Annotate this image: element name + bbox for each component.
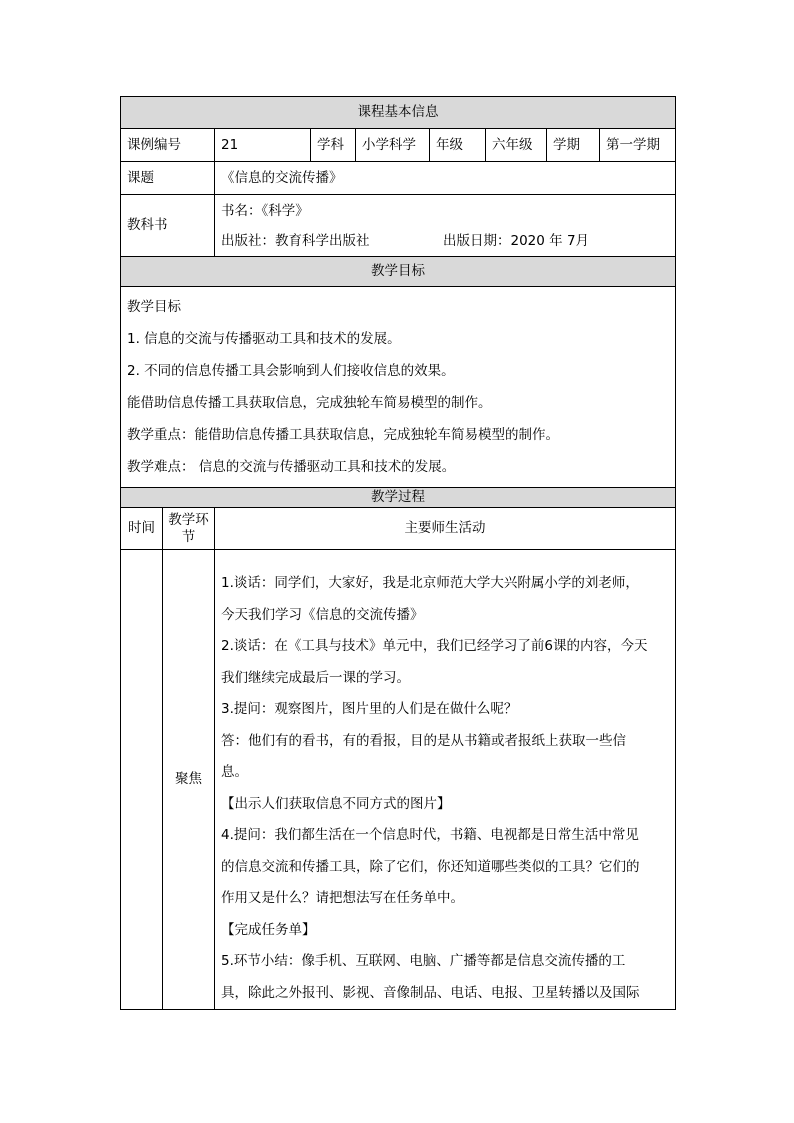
lesson-plan-document (120, 96, 675, 1010)
term-value: 第一学期 (600, 129, 676, 162)
objectives-section-header: 教学目标 (121, 257, 676, 287)
lesson-no-label: 课例编号 (121, 129, 215, 162)
activity-line: 今天我们学习《信息的交流传播》 (221, 606, 424, 623)
publish-date: 出版日期：2020 年 7月 (443, 232, 590, 249)
course-info-table (120, 96, 676, 508)
difficult-point: 教学难点： 信息的交流与传播驱动工具和技术的发展。 (127, 459, 456, 475)
activity-line: 我们继续完成最后一课的学习。 (221, 669, 410, 686)
time-cell (121, 550, 163, 1010)
activity-line: 具，除此之外报刊、影视、音像制品、电话、电报、卫星转播以及国际 (221, 984, 640, 1001)
subject-value: 小学科学 (356, 129, 430, 162)
activity-line: 1.谈话：同学们，大家好，我是北京师范大学大兴附属小学的刘老师， (221, 575, 639, 591)
textbook-label: 教科书 (121, 195, 215, 257)
process-table (120, 507, 676, 1010)
lesson-no-value: 21 (215, 129, 311, 162)
publisher: 出版社：教育科学出版社 (221, 232, 370, 249)
textbook-details (215, 195, 676, 257)
stage-cell: 聚焦 (163, 550, 215, 1010)
col-time-header: 时间 (121, 508, 163, 550)
objectives-body (121, 287, 676, 488)
activity-cell (215, 550, 676, 1010)
activity-line: 5.环节小结：像手机、互联网、电脑、广播等都是信息交流传播的工 (221, 953, 626, 969)
objective-item: 2. 不同的信息传播工具会影响到人们接收信息的效果。 (127, 363, 455, 379)
activity-line: 【完成任务单】 (221, 921, 316, 938)
activity-line: 息。 (221, 764, 248, 780)
book-name: 书名：《科学》 (221, 202, 309, 219)
activity-line: 3.提问：观察图片，图片里的人们是在做什么呢？ (221, 701, 518, 717)
topic-label: 课题 (121, 162, 215, 195)
process-section-header: 教学过程 (121, 488, 676, 508)
term-label: 学期 (547, 129, 600, 162)
topic-value: 《信息的交流传播》 (215, 162, 676, 195)
col-stage-header: 教学环节 (163, 508, 215, 550)
activity-line: 答：他们有的看书，有的看报，目的是从书籍或者报纸上获取一些信 (221, 732, 626, 749)
activity-line: 2.谈话：在《工具与技术》单元中，我们已经学习了前6课的内容，今天 (221, 638, 648, 654)
col-activity-header: 主要师生活动 (215, 508, 676, 550)
objective-item: 能借助信息传播工具获取信息，完成独轮车简易模型的制作。 (127, 395, 492, 411)
grade-label: 年级 (430, 129, 486, 162)
activity-line: 作用又是什么？请把想法写在任务单中。 (221, 890, 464, 906)
objective-item: 1. 信息的交流与传播驱动工具和技术的发展。 (127, 331, 401, 347)
activity-line: 4.提问：我们都生活在一个信息时代，书籍、电视都是日常生活中常见 (221, 827, 639, 843)
key-point: 教学重点：能借助信息传播工具获取信息，完成独轮车简易模型的制作。 (127, 427, 559, 443)
activity-line: 【出示人们获取信息不同方式的图片】 (221, 795, 451, 812)
objectives-title: 教学目标 (127, 299, 181, 315)
activity-line: 的信息交流和传播工具，除了它们，你还知道哪些类似的工具？它们的 (221, 858, 640, 875)
subject-label: 学科 (311, 129, 356, 162)
course-info-header: 课程基本信息 (121, 97, 676, 129)
grade-value: 六年级 (486, 129, 547, 162)
